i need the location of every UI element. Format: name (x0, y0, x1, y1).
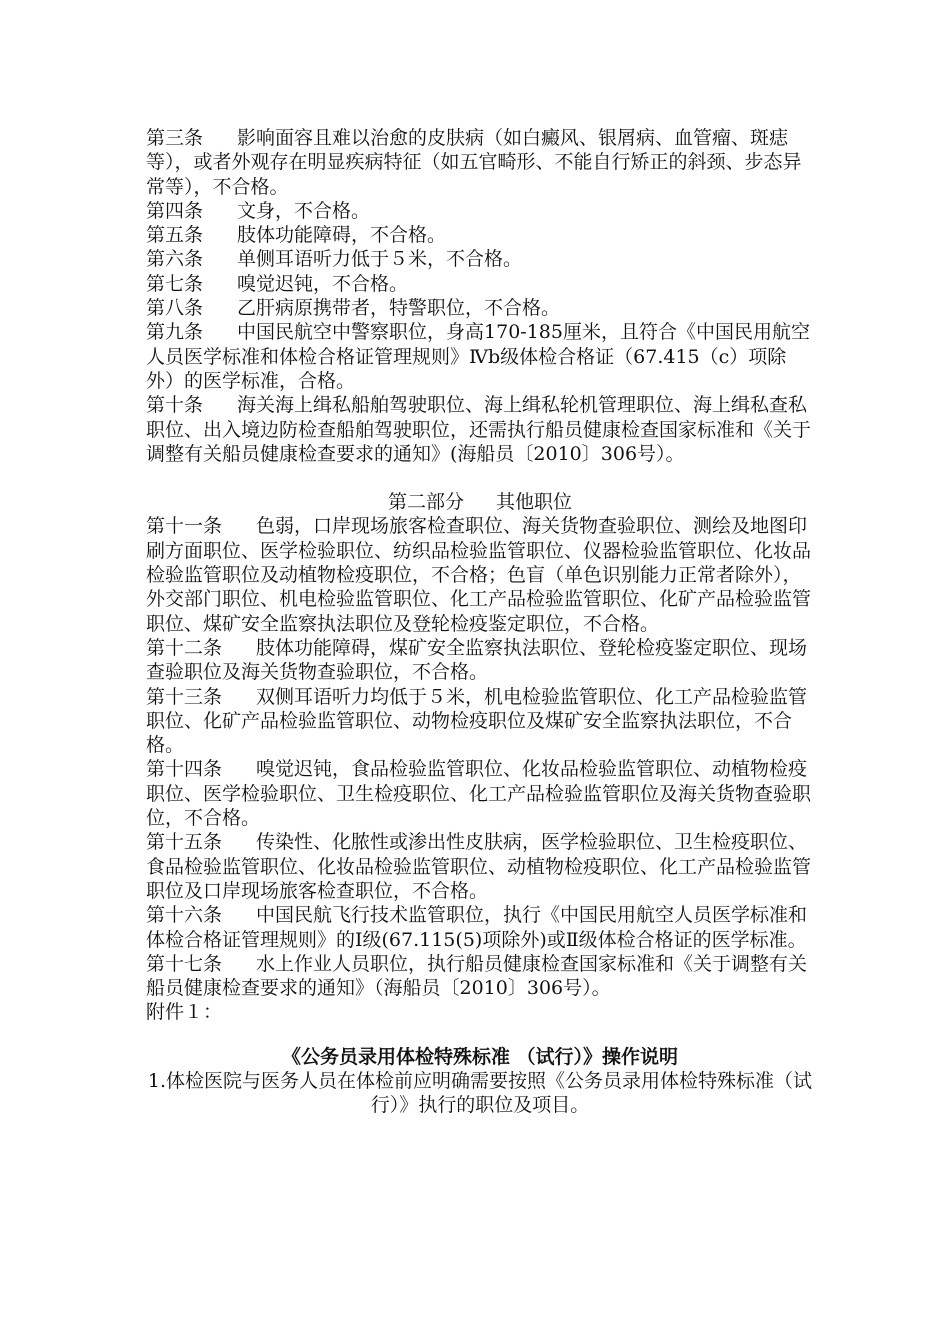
article-text: 色弱，口岸现场旅客检查职位、海关货物查验职位、测绘及地图印刷方面职位、医学检验职位、纺织品检验监管职位、仪器检验监管职位、化妆品检验监管职位及动植物检疫职位，不合格；色盲（单色识别能力正常者除外），外交部门职位、机电检验监管职位、化工产品检验监管职位、化矿产品检验监管职位、煤矿安全监察执法职位及登轮检疫鉴定职位，不合格。 (146, 515, 812, 635)
article-number: 第六条 (146, 248, 204, 271)
article-text: 影响面容且难以治愈的皮肤病（如白癜风、银屑病、血管瘤、斑痣等），或者外观存在明显疾病特征（如五官畸形、不能自行矫正的斜颈、步态异常等），不合格。 (146, 127, 802, 198)
article-4 (146, 199, 814, 223)
document-body (146, 126, 814, 1118)
article-number: 第十二条 (146, 636, 223, 659)
article-number: 第十一条 (146, 515, 223, 538)
article-5 (146, 223, 814, 247)
spacer (146, 1025, 814, 1045)
article-text: 嗅觉迟钝，不合格。 (237, 272, 409, 295)
article-number: 第十五条 (146, 831, 223, 854)
article-text: 单侧耳语听力低于５米，不合格。 (237, 248, 523, 271)
article-12 (146, 636, 814, 685)
article-number: 第七条 (146, 272, 204, 295)
article-6 (146, 247, 814, 271)
article-text: 文身，不合格。 (237, 199, 371, 222)
article-3 (146, 126, 814, 199)
attachment-label: 附件１： (146, 1001, 223, 1024)
article-number: 第十条 (146, 394, 204, 417)
article-number: 第九条 (146, 321, 204, 344)
article-15 (146, 830, 814, 903)
article-number: 第八条 (146, 297, 204, 320)
article-7 (146, 272, 814, 296)
article-text: 海关海上缉私船舶驾驶职位、海上缉私轮机管理职位、海上缉私查私职位、出入境边防检查船舶驾驶职位，还需执行船员健康检查国家标准和《关于调整有关船员健康检查要求的通知》(海船员〔2010〕306号）。 (146, 394, 812, 465)
article-text: 中国民航空中警察职位，身高170-185厘米，且符合《中国民用航空人员医学标准和体检合格证管理规则》Ⅳb级体检合格证（67.415（c）项除外）的医学标准，合格。 (146, 321, 810, 392)
article-14 (146, 757, 814, 830)
article-number: 第十三条 (146, 685, 223, 708)
section-number: 第二部分 (387, 491, 464, 514)
article-number: 第三条 (146, 127, 204, 149)
article-13 (146, 685, 814, 758)
article-number: 第十七条 (146, 952, 223, 975)
article-10 (146, 393, 814, 466)
article-text: 传染性、化脓性或渗出性皮肤病，医学检验职位、卫生检疫职位、食品检验监管职位、化妆品检验监管职位、动植物检疫职位、化工产品检验监管职位及口岸现场旅客检查职位，不合格。 (146, 831, 812, 902)
article-text: 肢体功能障碍，煤矿安全监察执法职位、登轮检疫鉴定职位、现场查验职位及海关货物查验职位，不合格。 (146, 636, 808, 684)
article-11 (146, 514, 814, 635)
section-title: 其他职位 (496, 491, 573, 514)
article-8 (146, 296, 814, 320)
article-16 (146, 903, 814, 952)
article-text: 双侧耳语听力均低于５米，机电检验监管职位、化工产品检验监管职位、化矿产品检验监管职位、动物检疫职位及煤矿安全监察执法职位，不合格。 (146, 685, 808, 757)
spacer (146, 466, 814, 490)
section-heading (146, 490, 814, 514)
article-text: 水上作业人员职位，执行船员健康检查国家标准和《关于调整有关船员健康检查要求的通知》（海船员〔2010〕306号）。 (146, 952, 808, 1000)
article-number: 第五条 (146, 224, 204, 247)
article-9 (146, 320, 814, 393)
article-text: 中国民航飞行技术监管职位，执行《中国民用航空人员医学标准和体检合格证管理规则》的Ⅰ级(67.115(5)项除外)或Ⅱ级体检合格证的医学标准。 (146, 904, 808, 951)
document-title: 《公务员录用体检特殊标准 （试行）》操作说明 (281, 1045, 679, 1068)
instruction-item-1: 1.体检医院与医务人员在体检前应明确需要按照《公务员录用体检特殊标准（试行）》执行的职位及项目。 (147, 1069, 813, 1117)
article-17 (146, 952, 814, 1001)
article-text: 嗅觉迟钝，食品检验监管职位、化妆品检验监管职位、动植物检疫职位、医学检验职位、卫生检疫职位、化工产品检验监管职位及海关货物查验职位，不合格。 (146, 758, 812, 830)
article-number: 第十四条 (146, 758, 223, 781)
article-text: 肢体功能障碍，不合格。 (237, 224, 447, 247)
article-number: 第十六条 (146, 904, 223, 927)
article-text: 乙肝病原携带者，特警职位，不合格。 (237, 297, 561, 320)
article-number: 第四条 (146, 199, 204, 222)
